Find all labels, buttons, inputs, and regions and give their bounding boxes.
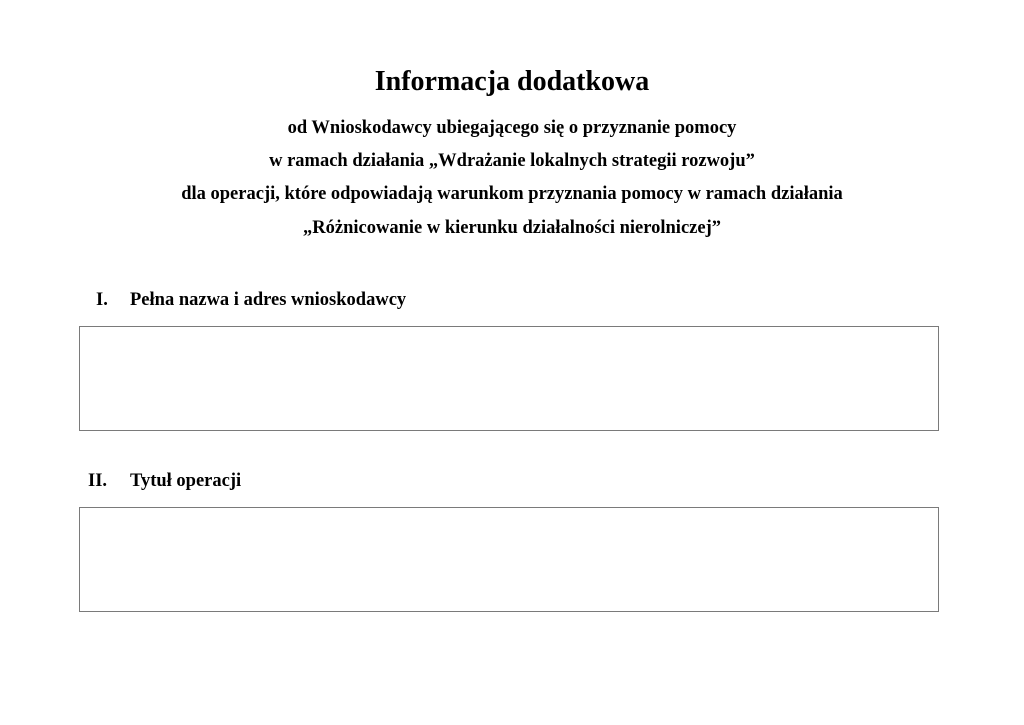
subtitle-line-1: od Wnioskodawcy ubiegającego się o przyznanie pomocy bbox=[287, 118, 737, 138]
subtitle-line-3: dla operacji, które odpowiadają warunkom przyznania pomocy w ramach działania bbox=[181, 184, 843, 204]
section-2-number: II. bbox=[88, 471, 108, 491]
subtitle-line-4: „Różnicowanie w kierunku działalności nierolniczej” bbox=[303, 218, 721, 238]
section-2-label: Tytuł operacji bbox=[130, 471, 242, 491]
section-1-number: I. bbox=[96, 290, 108, 310]
section-1-label: Pełna nazwa i adres wnioskodawcy bbox=[130, 290, 407, 310]
applicant-name-address-field[interactable] bbox=[79, 326, 939, 431]
document-title: Informacja dodatkowa bbox=[374, 66, 650, 97]
subtitle-line-2: w ramach działania „Wdrażanie lokalnych strategii rozwoju” bbox=[269, 151, 755, 171]
operation-title-field[interactable] bbox=[79, 507, 939, 612]
